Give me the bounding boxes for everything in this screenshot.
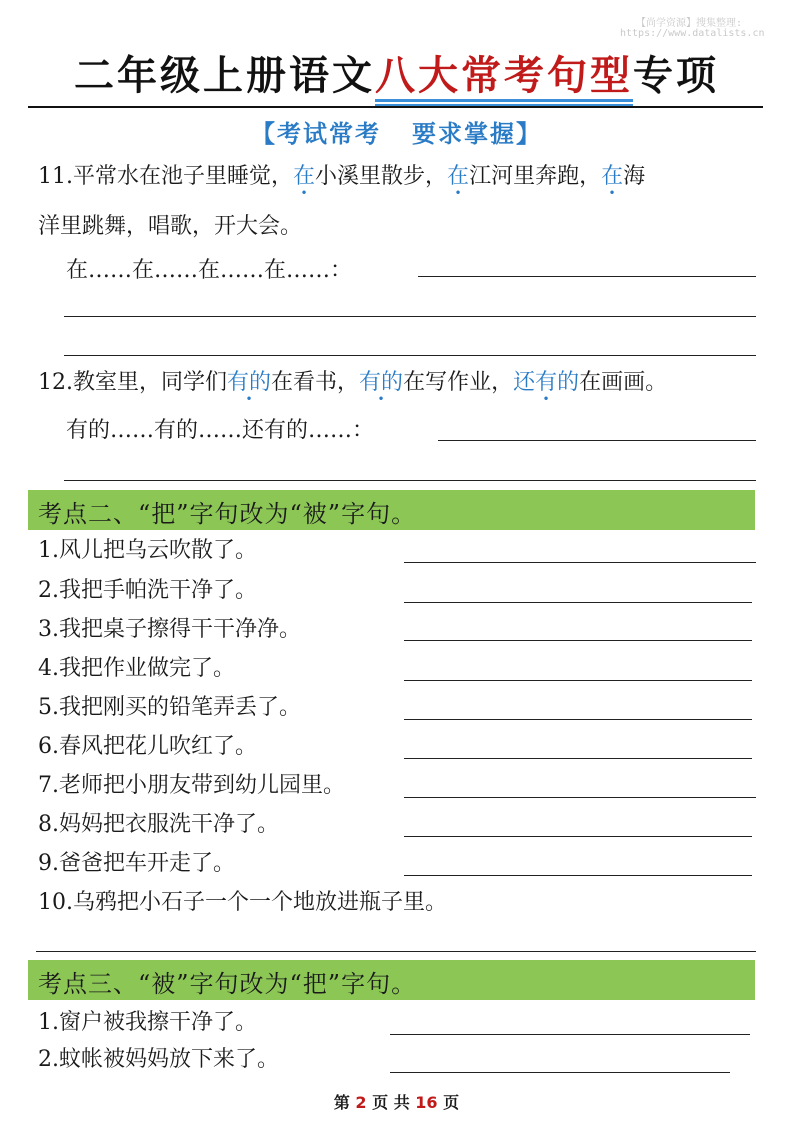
q12-answer-blank-1[interactable] (438, 440, 756, 441)
s3-item-2-blank[interactable] (390, 1072, 730, 1073)
s3-item-1: 1.窗户被我擦干净了。 (38, 1010, 257, 1035)
title-rule (28, 106, 763, 108)
s2-item-5: 5.我把刚买的铅笔弄丢了。 (38, 695, 301, 720)
s2-item-1-blank[interactable] (404, 562, 756, 563)
q11-keyword: 在 (601, 164, 624, 189)
q11-text: 小溪里散步， (315, 164, 448, 189)
section3-heading: 考点三、“被”字句改为“把”字句。 (38, 970, 417, 998)
s2-item-1: 1.风儿把乌云吹散了。 (38, 538, 257, 563)
page-subtitle: 【考试常考 要求掌握】 (250, 120, 543, 148)
q12-keyword: 有的 (359, 370, 404, 395)
s3-item-2: 2.蚊帐被妈妈放下来了。 (38, 1047, 279, 1072)
footer-total-pages: 16 (415, 1093, 438, 1112)
q12-text: 在画画。 (579, 370, 668, 395)
footer-prefix: 第 (333, 1093, 350, 1112)
q12-text: 在写作业， (403, 370, 514, 395)
q12-keyword: 还有的 (513, 370, 580, 395)
s2-item-9: 9.爸爸把车开走了。 (38, 851, 235, 876)
q11-number: 11. (38, 164, 73, 189)
s2-item-3: 3.我把桌子擦得干干净净。 (38, 617, 301, 642)
s2-item-5-blank[interactable] (404, 719, 752, 720)
q11-answer-blank-1[interactable] (418, 276, 756, 277)
title-highlight: 八大常考句型 (375, 44, 633, 101)
q11-text: 海 (623, 164, 646, 189)
q12-keyword: 有的 (227, 370, 272, 395)
s2-item-7-blank[interactable] (404, 797, 756, 798)
s2-item-7: 7.老师把小朋友带到幼儿园里。 (38, 773, 345, 798)
footer-suffix: 页 (443, 1093, 460, 1112)
page-number (0, 1090, 793, 1113)
footer-current-page: 2 (355, 1093, 367, 1112)
q11-keyword: 在 (447, 164, 470, 189)
q11-line1 (38, 162, 645, 192)
s2-item-8: 8.妈妈把衣服洗干净了。 (38, 812, 279, 837)
page-title (0, 44, 793, 101)
s2-item-10-blank[interactable] (36, 951, 756, 952)
q12-text: 在看书， (271, 370, 360, 395)
title-part1: 二年级上册语文 (74, 53, 375, 99)
q12-text: 教室里，同学们 (73, 370, 228, 395)
q12-line1 (38, 368, 667, 398)
s2-item-6: 6.春风把花儿吹红了。 (38, 734, 257, 759)
q11-answer-blank-2[interactable] (64, 316, 756, 317)
q11-prompt: 在……在……在……在……： (66, 258, 353, 283)
watermark-line2: https://www.datalists.cn (620, 28, 765, 39)
footer-middle: 页 共 (372, 1093, 410, 1112)
q11-text: 平常水在池子里睡觉， (73, 164, 294, 189)
q11-line2: 洋里跳舞，唱歌，开大会。 (38, 214, 303, 239)
s2-item-6-blank[interactable] (404, 758, 752, 759)
q12-number: 12. (38, 370, 73, 395)
s2-item-8-blank[interactable] (404, 836, 752, 837)
q12-prompt: 有的……有的……还有的……： (66, 418, 375, 443)
s2-item-2-blank[interactable] (404, 602, 752, 603)
s2-item-4-blank[interactable] (404, 680, 752, 681)
q11-text: 江河里奔跑， (469, 164, 602, 189)
section3-heading-band (28, 960, 755, 1000)
watermark-line1: 【尚学资源】搜集整理: (636, 18, 743, 29)
s2-item-9-blank[interactable] (404, 875, 752, 876)
section2-heading: 考点二、“把”字句改为“被”字句。 (38, 500, 417, 528)
s3-item-1-blank[interactable] (390, 1034, 750, 1035)
section2-heading-band (28, 490, 755, 530)
q11-answer-blank-3[interactable] (64, 355, 756, 356)
s2-item-4: 4.我把作业做完了。 (38, 656, 235, 681)
s2-item-3-blank[interactable] (404, 640, 752, 641)
q12-answer-blank-2[interactable] (64, 480, 756, 481)
title-part2: 专项 (633, 53, 719, 99)
s2-item-10: 10.乌鸦把小石子一个一个地放进瓶子里。 (38, 890, 447, 915)
q11-keyword: 在 (293, 164, 316, 189)
s2-item-2: 2.我把手帕洗干净了。 (38, 578, 257, 603)
